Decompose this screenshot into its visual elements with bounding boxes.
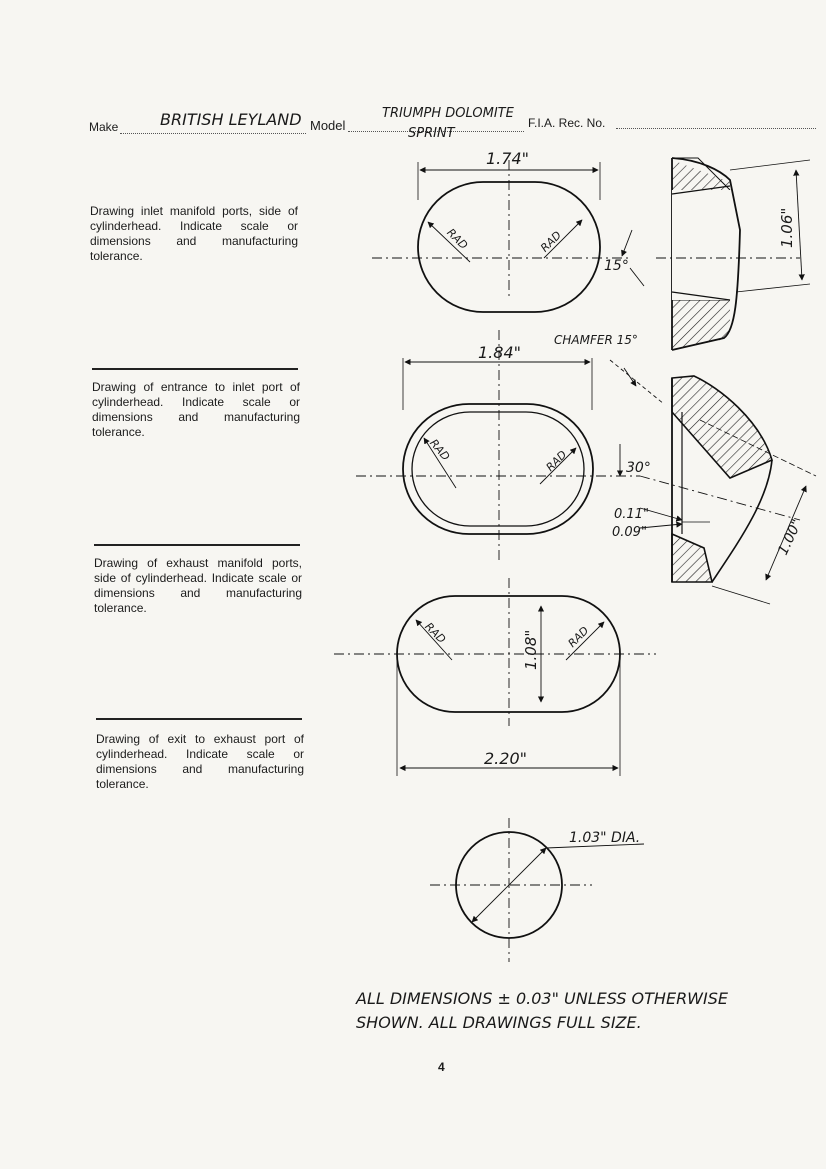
inlet-port-section bbox=[622, 158, 810, 350]
model-value-line1: TRIUMPH DOLOMITE bbox=[382, 106, 514, 121]
depth-upper-label: 0.11" bbox=[614, 507, 649, 522]
section-inlet-entrance-text: Drawing of entrance to inlet port of cylinderhead. Indicate scale or dimensions and manufacturing tolerance. bbox=[92, 380, 300, 439]
section-inlet-manifold-text: Drawing inlet manifold ports, side of cylinderhead. Indicate scale or dimensions and manufacturing tolerance. bbox=[90, 204, 298, 263]
model-label: Model bbox=[310, 118, 346, 133]
fia-rec-label: F.I.A. Rec. No. bbox=[528, 116, 606, 130]
entrance-width-label: 1.84" bbox=[478, 343, 521, 362]
exit-dia-label: 1.03" DIA. bbox=[569, 830, 641, 846]
inlet-height-label: 1.06" bbox=[778, 207, 796, 248]
footer-note-line2: SHOWN. ALL DRAWINGS FULL SIZE. bbox=[356, 1013, 642, 1032]
make-value: BRITISH LEYLAND bbox=[160, 110, 302, 129]
entrance-rad-right-label: RAD bbox=[543, 448, 570, 475]
inlet-rad-left-label: RAD bbox=[444, 226, 471, 253]
inlet-rad-right-label: RAD bbox=[538, 228, 565, 255]
section-exhaust-exit-text: Drawing of exit to exhaust port of cylinderhead. Indicate scale or dimensions and manufacturing tolerance. bbox=[96, 732, 304, 791]
inlet-entrance-section bbox=[640, 376, 816, 604]
inlet-angle-label: 15° bbox=[604, 258, 629, 274]
depth-lower-label: 0.09" bbox=[612, 525, 647, 540]
exhaust-port-drawing bbox=[334, 578, 656, 776]
inlet-width-label: 1.74" bbox=[486, 149, 529, 168]
model-value-line2: SPRINT bbox=[408, 126, 455, 141]
page-number: 4 bbox=[438, 1060, 445, 1074]
entrance-rad-left-label: RAD bbox=[427, 436, 453, 464]
exhaust-rad-left-label: RAD bbox=[422, 620, 449, 647]
footer-note-line1: ALL DIMENSIONS ± 0.03" UNLESS OTHERWISE bbox=[356, 989, 728, 1008]
entrance-angle-label: 30° bbox=[626, 460, 651, 476]
make-label: Make bbox=[89, 120, 119, 134]
exhaust-height-label: 1.08" bbox=[522, 629, 540, 670]
exhaust-width-label: 2.20" bbox=[484, 749, 527, 768]
entrance-height-label: 1.00" bbox=[775, 516, 806, 558]
inlet-port-drawing bbox=[372, 160, 630, 312]
chamfer-label: CHAMFER 15° bbox=[554, 333, 638, 347]
exhaust-rad-right-label: RAD bbox=[565, 624, 592, 651]
section-exhaust-manifold-text: Drawing of exhaust manifold ports, side of cylinderhead. Indicate scale or dimensions and manufacturing tolerance. bbox=[94, 556, 302, 615]
